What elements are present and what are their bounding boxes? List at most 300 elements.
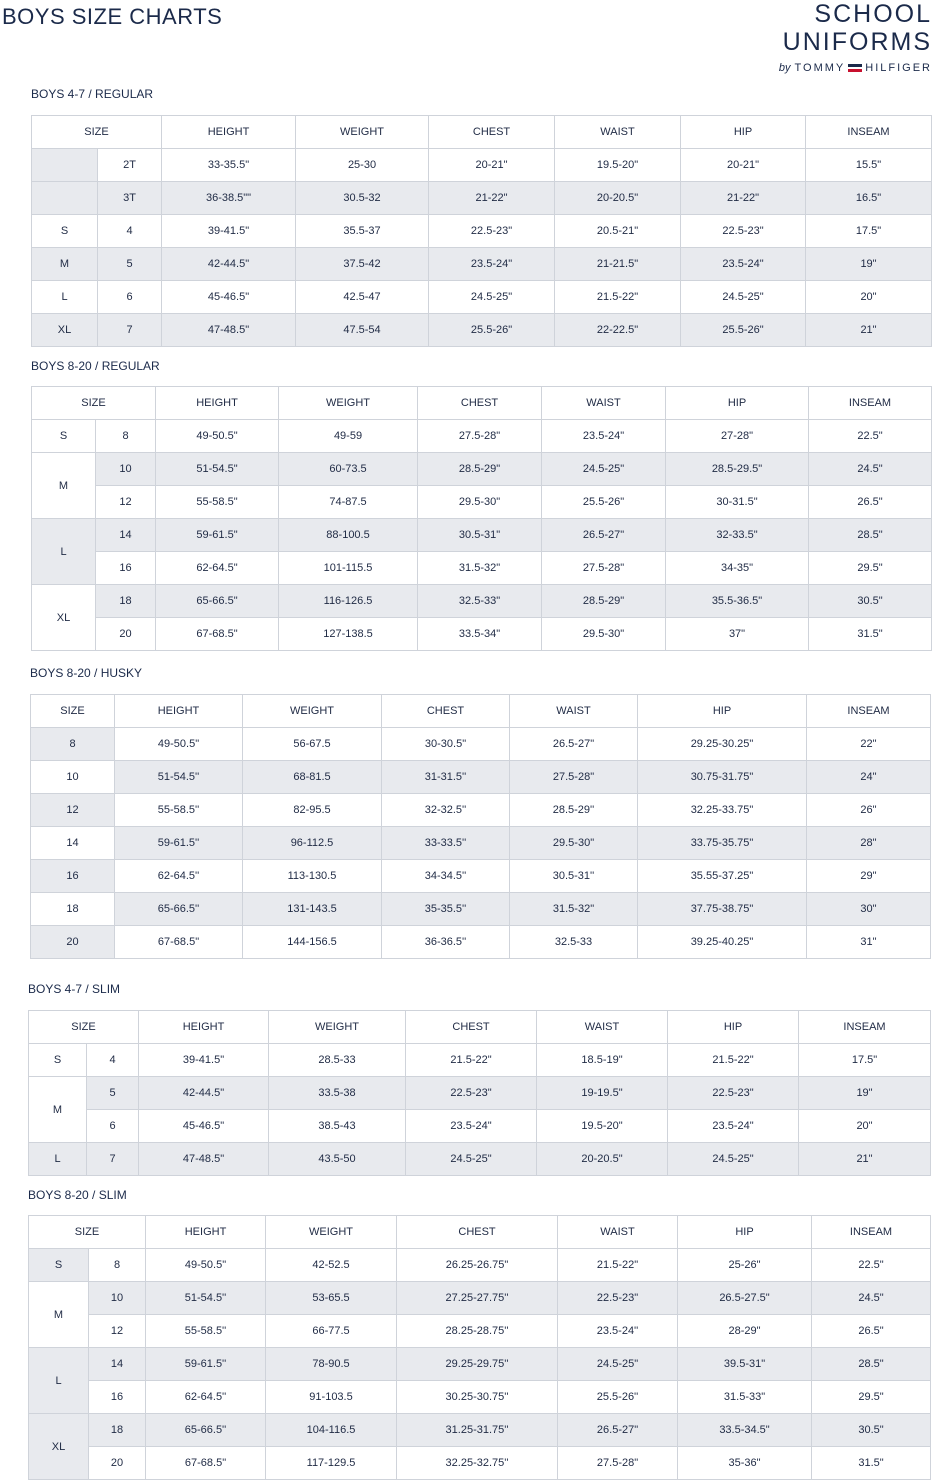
col-header-hip: HIP xyxy=(638,695,807,728)
size-cell: 10 xyxy=(96,453,156,486)
inseam-cell: 17.5" xyxy=(799,1044,931,1077)
weight-cell: 88-100.5 xyxy=(279,519,418,552)
col-header-weight: WEIGHT xyxy=(243,695,382,728)
size-group-cell: L xyxy=(29,1143,87,1176)
hip-cell: 25.5-26" xyxy=(681,314,806,347)
size-cell: 12 xyxy=(31,794,115,827)
chest-cell: 21.5-22" xyxy=(406,1044,537,1077)
table-header-row xyxy=(31,695,931,728)
waist-cell: 20-20.5" xyxy=(537,1143,668,1176)
hip-cell: 24.5-25" xyxy=(681,281,806,314)
table-row xyxy=(29,1315,931,1348)
size-cell: 4 xyxy=(87,1044,139,1077)
waist-cell: 28.5-29'' xyxy=(510,794,638,827)
weight-cell: 33.5-38 xyxy=(269,1077,406,1110)
height-cell: 65-66.5'' xyxy=(115,893,243,926)
weight-cell: 49-59 xyxy=(279,420,418,453)
waist-cell: 19-19.5" xyxy=(537,1077,668,1110)
waist-cell: 25.5-26" xyxy=(542,486,666,519)
size-cell: 8 xyxy=(89,1249,146,1282)
inseam-cell: 20" xyxy=(806,281,932,314)
col-header-weight: WEIGHT xyxy=(279,387,418,420)
size-cell: 7 xyxy=(87,1143,139,1176)
table-row xyxy=(29,1143,931,1176)
hip-cell: 37.75-38.75" xyxy=(638,893,807,926)
height-cell: 33-35.5" xyxy=(162,149,296,182)
height-cell: 42-44.5" xyxy=(162,248,296,281)
weight-cell: 38.5-43 xyxy=(269,1110,406,1143)
height-cell: 49-50.5" xyxy=(156,420,279,453)
chest-cell: 27.25-27.75'' xyxy=(397,1282,558,1315)
size-group-cell: S xyxy=(29,1249,89,1282)
chest-cell: 25.5-26" xyxy=(429,314,555,347)
weight-cell: 30.5-32 xyxy=(296,182,429,215)
table-row xyxy=(32,149,932,182)
hip-cell: 30-31.5" xyxy=(666,486,809,519)
chest-cell: 27.5-28" xyxy=(418,420,542,453)
col-header-inseam: INSEAM xyxy=(809,387,932,420)
table-row xyxy=(31,761,931,794)
weight-cell: 68-81.5 xyxy=(243,761,382,794)
size-cell: 20 xyxy=(89,1447,146,1480)
col-header-size: SIZE xyxy=(29,1216,146,1249)
size-group-cell xyxy=(32,149,98,182)
weight-cell: 37.5-42 xyxy=(296,248,429,281)
table-row xyxy=(31,728,931,761)
height-cell: 47-48.5" xyxy=(162,314,296,347)
inseam-cell: 29.5" xyxy=(812,1381,931,1414)
table-row xyxy=(31,794,931,827)
weight-cell: 117-129.5 xyxy=(266,1447,397,1480)
col-header-chest: CHEST xyxy=(406,1011,537,1044)
inseam-cell: 26.5" xyxy=(809,486,932,519)
weight-cell: 131-143.5 xyxy=(243,893,382,926)
waist-cell: 18.5-19" xyxy=(537,1044,668,1077)
col-header-chest: CHEST xyxy=(397,1216,558,1249)
col-header-height: HEIGHT xyxy=(139,1011,269,1044)
height-cell: 47-48.5" xyxy=(139,1143,269,1176)
height-cell: 62-64.5" xyxy=(156,552,279,585)
chest-cell: 30.25-30.75'' xyxy=(397,1381,558,1414)
size-group-cell: S xyxy=(32,215,98,248)
inseam-cell: 30.5" xyxy=(809,585,932,618)
size-cell: 7 xyxy=(98,314,162,347)
table-row xyxy=(29,1110,931,1143)
table-row xyxy=(29,1348,931,1381)
waist-cell: 28.5-29" xyxy=(542,585,666,618)
height-cell: 45-46.5" xyxy=(162,281,296,314)
table-header-row xyxy=(29,1216,931,1249)
chest-cell: 23.5-24" xyxy=(406,1110,537,1143)
weight-cell: 91-103.5 xyxy=(266,1381,397,1414)
height-cell: 67-68.5" xyxy=(156,618,279,651)
size-group-cell: M xyxy=(29,1077,87,1143)
size-cell: 18 xyxy=(89,1414,146,1447)
height-cell: 49-50.5" xyxy=(146,1249,266,1282)
waist-cell: 21.5-22" xyxy=(555,281,681,314)
inseam-cell: 22" xyxy=(807,728,931,761)
hip-cell: 32.25-33.75" xyxy=(638,794,807,827)
weight-cell: 78-90.5 xyxy=(266,1348,397,1381)
waist-cell: 27.5-28" xyxy=(558,1447,678,1480)
chest-cell: 31-31.5'' xyxy=(382,761,510,794)
table-row xyxy=(32,281,932,314)
height-cell: 59-61.5'' xyxy=(115,827,243,860)
col-header-hip: HIP xyxy=(681,116,806,149)
hip-cell: 23.5-24" xyxy=(681,248,806,281)
table-row xyxy=(32,486,932,519)
section-title-boys-4-7-regular: BOYS 4-7 / REGULAR xyxy=(31,87,154,101)
chest-cell: 32.25-32.75'' xyxy=(397,1447,558,1480)
table-row xyxy=(32,519,932,552)
table-row xyxy=(29,1414,931,1447)
size-group-cell: L xyxy=(29,1348,89,1414)
hip-cell: 21-22" xyxy=(681,182,806,215)
chest-cell: 29.25-29.75'' xyxy=(397,1348,558,1381)
inseam-cell: 24.5" xyxy=(809,453,932,486)
waist-cell: 29.5-30" xyxy=(542,618,666,651)
size-group-cell xyxy=(32,182,98,215)
waist-cell: 23.5-24" xyxy=(542,420,666,453)
inseam-cell: 28.5" xyxy=(809,519,932,552)
chest-cell: 33.5-34" xyxy=(418,618,542,651)
chest-cell: 34-34.5'' xyxy=(382,860,510,893)
section-title-boys-4-7-slim: BOYS 4-7 / SLIM xyxy=(28,982,121,996)
height-cell: 55-58.5" xyxy=(156,486,279,519)
size-group-cell: L xyxy=(32,281,98,314)
waist-cell: 24.5-25" xyxy=(542,453,666,486)
height-cell: 45-46.5" xyxy=(139,1110,269,1143)
col-header-inseam: INSEAM xyxy=(812,1216,931,1249)
col-header-chest: CHEST xyxy=(418,387,542,420)
hip-cell: 37" xyxy=(666,618,809,651)
table-header-row xyxy=(32,116,932,149)
height-cell: 62-64.5'' xyxy=(146,1381,266,1414)
hip-cell: 35.55-37.25" xyxy=(638,860,807,893)
height-cell: 67-68.5" xyxy=(146,1447,266,1480)
hip-cell: 25-26" xyxy=(678,1249,812,1282)
chest-cell: 32.5-33" xyxy=(418,585,542,618)
hip-cell: 20-21" xyxy=(681,149,806,182)
hip-cell: 22.5-23" xyxy=(681,215,806,248)
inseam-cell: 28" xyxy=(807,827,931,860)
waist-cell: 19.5-20" xyxy=(555,149,681,182)
col-header-hip: HIP xyxy=(666,387,809,420)
col-header-hip: HIP xyxy=(668,1011,799,1044)
size-cell: 4 xyxy=(98,215,162,248)
inseam-cell: 30.5" xyxy=(812,1414,931,1447)
weight-cell: 25-30 xyxy=(296,149,429,182)
size-cell: 5 xyxy=(98,248,162,281)
col-header-height: HEIGHT xyxy=(115,695,243,728)
inseam-cell: 24.5" xyxy=(812,1282,931,1315)
hip-cell: 24.5-25" xyxy=(668,1143,799,1176)
size-cell: 20 xyxy=(31,926,115,959)
inseam-cell: 21" xyxy=(799,1143,931,1176)
chest-cell: 22.5-23" xyxy=(429,215,555,248)
size-cell: 2T xyxy=(98,149,162,182)
weight-cell: 82-95.5 xyxy=(243,794,382,827)
col-header-weight: WEIGHT xyxy=(266,1216,397,1249)
inseam-cell: 16.5" xyxy=(806,182,932,215)
waist-cell: 21-21.5" xyxy=(555,248,681,281)
col-header-waist: WAIST xyxy=(542,387,666,420)
waist-cell: 22-22.5" xyxy=(555,314,681,347)
table-row xyxy=(32,453,932,486)
size-cell: 6 xyxy=(98,281,162,314)
size-cell: 8 xyxy=(31,728,115,761)
brand-by: by xyxy=(778,62,791,74)
waist-cell: 19.5-20" xyxy=(537,1110,668,1143)
waist-cell: 31.5-32" xyxy=(510,893,638,926)
size-group-cell: XL xyxy=(29,1414,89,1480)
size-cell: 10 xyxy=(31,761,115,794)
table-row xyxy=(32,420,932,453)
hip-cell: 34-35" xyxy=(666,552,809,585)
col-header-height: HEIGHT xyxy=(146,1216,266,1249)
weight-cell: 35.5-37 xyxy=(296,215,429,248)
col-header-size: SIZE xyxy=(32,116,162,149)
hip-cell: 26.5-27.5" xyxy=(678,1282,812,1315)
chest-cell: 28.5-29" xyxy=(418,453,542,486)
hip-cell: 22.5-23" xyxy=(668,1077,799,1110)
hip-cell: 32-33.5" xyxy=(666,519,809,552)
chest-cell: 32-32.5'' xyxy=(382,794,510,827)
chest-cell: 31.25-31.75'' xyxy=(397,1414,558,1447)
brand-hilfiger: HILFIGER xyxy=(865,62,932,74)
table-row xyxy=(29,1044,931,1077)
col-header-chest: CHEST xyxy=(429,116,555,149)
hip-cell: 35.5-36.5" xyxy=(666,585,809,618)
waist-cell: 24.5-25" xyxy=(558,1348,678,1381)
hip-cell: 23.5-24" xyxy=(668,1110,799,1143)
size-cell: 10 xyxy=(89,1282,146,1315)
hip-cell: 31.5-33" xyxy=(678,1381,812,1414)
weight-cell: 66-77.5 xyxy=(266,1315,397,1348)
table-row xyxy=(32,618,932,651)
chest-cell: 30-30.5" xyxy=(382,728,510,761)
size-cell: 16 xyxy=(31,860,115,893)
inseam-cell: 19" xyxy=(799,1077,931,1110)
inseam-cell: 24" xyxy=(807,761,931,794)
page-title: BOYS SIZE CHARTS xyxy=(2,4,223,29)
col-header-weight: WEIGHT xyxy=(296,116,429,149)
hip-cell: 35-36" xyxy=(678,1447,812,1480)
brand-line-uniforms: UNIFORMS xyxy=(782,28,932,56)
inseam-cell: 26" xyxy=(807,794,931,827)
table-row xyxy=(32,552,932,585)
size-cell: 18 xyxy=(31,893,115,926)
chest-cell: 29.5-30" xyxy=(418,486,542,519)
size-cell: 12 xyxy=(96,486,156,519)
col-header-hip: HIP xyxy=(678,1216,812,1249)
weight-cell: 47.5-54 xyxy=(296,314,429,347)
waist-cell: 27.5-28" xyxy=(510,761,638,794)
inseam-cell: 19" xyxy=(806,248,932,281)
hip-cell: 28-29" xyxy=(678,1315,812,1348)
weight-cell: 127-138.5 xyxy=(279,618,418,651)
hip-cell: 28.5-29.5" xyxy=(666,453,809,486)
chest-cell: 35-35.5'' xyxy=(382,893,510,926)
weight-cell: 104-116.5 xyxy=(266,1414,397,1447)
height-cell: 59-61.5" xyxy=(156,519,279,552)
size-table-boys-8-20-husky xyxy=(30,694,931,959)
inseam-cell: 30" xyxy=(807,893,931,926)
chest-cell: 33-33.5'' xyxy=(382,827,510,860)
height-cell: 39-41.5" xyxy=(162,215,296,248)
weight-cell: 96-112.5 xyxy=(243,827,382,860)
col-header-waist: WAIST xyxy=(555,116,681,149)
size-cell: 14 xyxy=(96,519,156,552)
size-cell: 14 xyxy=(89,1348,146,1381)
col-header-waist: WAIST xyxy=(537,1011,668,1044)
hip-cell: 39.5-31" xyxy=(678,1348,812,1381)
waist-cell: 27.5-28" xyxy=(542,552,666,585)
size-cell: 16 xyxy=(96,552,156,585)
weight-cell: 74-87.5 xyxy=(279,486,418,519)
size-group-cell: XL xyxy=(32,585,96,651)
brand-line-school: SCHOOL xyxy=(814,0,932,28)
size-group-cell: M xyxy=(32,453,96,519)
chest-cell: 24.5-25" xyxy=(406,1143,537,1176)
table-row xyxy=(29,1381,931,1414)
table-row xyxy=(32,182,932,215)
size-table-boys-8-20-slim xyxy=(28,1215,931,1480)
table-header-row xyxy=(32,387,932,420)
weight-cell: 56-67.5 xyxy=(243,728,382,761)
hip-cell: 30.75-31.75" xyxy=(638,761,807,794)
brand-byline xyxy=(779,62,932,74)
col-header-size: SIZE xyxy=(32,387,156,420)
size-cell: 12 xyxy=(89,1315,146,1348)
weight-cell: 101-115.5 xyxy=(279,552,418,585)
height-cell: 65-66.5" xyxy=(156,585,279,618)
weight-cell: 28.5-33 xyxy=(269,1044,406,1077)
size-cell: 16 xyxy=(89,1381,146,1414)
table-row xyxy=(32,314,932,347)
height-cell: 67-68.5" xyxy=(115,926,243,959)
weight-cell: 60-73.5 xyxy=(279,453,418,486)
waist-cell: 23.5-24'' xyxy=(558,1315,678,1348)
col-header-inseam: INSEAM xyxy=(806,116,932,149)
size-group-cell: S xyxy=(29,1044,87,1077)
chest-cell: 21-22" xyxy=(429,182,555,215)
height-cell: 51-54.5'' xyxy=(146,1282,266,1315)
hip-cell: 21.5-22" xyxy=(668,1044,799,1077)
inseam-cell: 21" xyxy=(806,314,932,347)
size-table-boys-4-7-slim xyxy=(28,1010,931,1176)
height-cell: 42-44.5" xyxy=(139,1077,269,1110)
chest-cell: 28.25-28.75'' xyxy=(397,1315,558,1348)
table-row xyxy=(29,1249,931,1282)
size-group-cell: L xyxy=(32,519,96,585)
chest-cell: 20-21" xyxy=(429,149,555,182)
brand-logo xyxy=(779,0,932,74)
inseam-cell: 31.5" xyxy=(812,1447,931,1480)
waist-cell: 26.5-27" xyxy=(510,728,638,761)
inseam-cell: 22.5" xyxy=(809,420,932,453)
inseam-cell: 29" xyxy=(807,860,931,893)
col-header-weight: WEIGHT xyxy=(269,1011,406,1044)
section-title-boys-8-20-husky: BOYS 8-20 / HUSKY xyxy=(30,666,143,680)
height-cell: 62-64.5'' xyxy=(115,860,243,893)
height-cell: 39-41.5" xyxy=(139,1044,269,1077)
size-cell: 5 xyxy=(87,1077,139,1110)
col-header-inseam: INSEAM xyxy=(807,695,931,728)
inseam-cell: 28.5" xyxy=(812,1348,931,1381)
hip-cell: 33.75-35.75" xyxy=(638,827,807,860)
waist-cell: 21.5-22" xyxy=(558,1249,678,1282)
size-group-cell: M xyxy=(29,1282,89,1348)
weight-cell: 42.5-47 xyxy=(296,281,429,314)
size-table-boys-8-20-regular xyxy=(31,386,932,651)
size-cell: 3T xyxy=(98,182,162,215)
table-row xyxy=(29,1282,931,1315)
table-row xyxy=(29,1077,931,1110)
waist-cell: 26.5-27" xyxy=(558,1414,678,1447)
height-cell: 51-54.5'' xyxy=(115,761,243,794)
chest-cell: 22.5-23" xyxy=(406,1077,537,1110)
height-cell: 49-50.5" xyxy=(115,728,243,761)
chest-cell: 30.5-31" xyxy=(418,519,542,552)
hip-cell: 33.5-34.5" xyxy=(678,1414,812,1447)
chest-cell: 26.25-26.75" xyxy=(397,1249,558,1282)
size-cell: 14 xyxy=(31,827,115,860)
section-title-boys-8-20-slim: BOYS 8-20 / SLIM xyxy=(28,1188,127,1202)
weight-cell: 42-52.5 xyxy=(266,1249,397,1282)
weight-cell: 113-130.5 xyxy=(243,860,382,893)
chest-cell: 36-36.5'' xyxy=(382,926,510,959)
table-row xyxy=(32,215,932,248)
waist-cell: 26.5-27" xyxy=(542,519,666,552)
size-cell: 20 xyxy=(96,618,156,651)
col-header-waist: WAIST xyxy=(510,695,638,728)
height-cell: 51-54.5" xyxy=(156,453,279,486)
inseam-cell: 17.5" xyxy=(806,215,932,248)
flag-icon xyxy=(848,64,862,72)
col-header-height: HEIGHT xyxy=(162,116,296,149)
table-row xyxy=(32,585,932,618)
table-row xyxy=(31,827,931,860)
size-group-cell: S xyxy=(32,420,96,453)
inseam-cell: 26.5" xyxy=(812,1315,931,1348)
inseam-cell: 20" xyxy=(799,1110,931,1143)
hip-cell: 29.25-30.25" xyxy=(638,728,807,761)
inseam-cell: 22.5" xyxy=(812,1249,931,1282)
table-row xyxy=(32,248,932,281)
waist-cell: 32.5-33 xyxy=(510,926,638,959)
chest-cell: 31.5-32" xyxy=(418,552,542,585)
waist-cell: 25.5-26'' xyxy=(558,1381,678,1414)
waist-cell: 29.5-30" xyxy=(510,827,638,860)
waist-cell: 30.5-31'' xyxy=(510,860,638,893)
weight-cell: 43.5-50 xyxy=(269,1143,406,1176)
size-table-boys-4-7-regular xyxy=(31,115,932,347)
hip-cell: 27-28" xyxy=(666,420,809,453)
inseam-cell: 31.5" xyxy=(809,618,932,651)
size-group-cell: XL xyxy=(32,314,98,347)
chest-cell: 24.5-25" xyxy=(429,281,555,314)
size-cell: 8 xyxy=(96,420,156,453)
table-row xyxy=(31,860,931,893)
size-group-cell: M xyxy=(32,248,98,281)
weight-cell: 116-126.5 xyxy=(279,585,418,618)
col-header-size: SIZE xyxy=(31,695,115,728)
height-cell: 65-66.5'' xyxy=(146,1414,266,1447)
height-cell: 36-38.5"" xyxy=(162,182,296,215)
waist-cell: 22.5-23" xyxy=(558,1282,678,1315)
table-row xyxy=(29,1447,931,1480)
